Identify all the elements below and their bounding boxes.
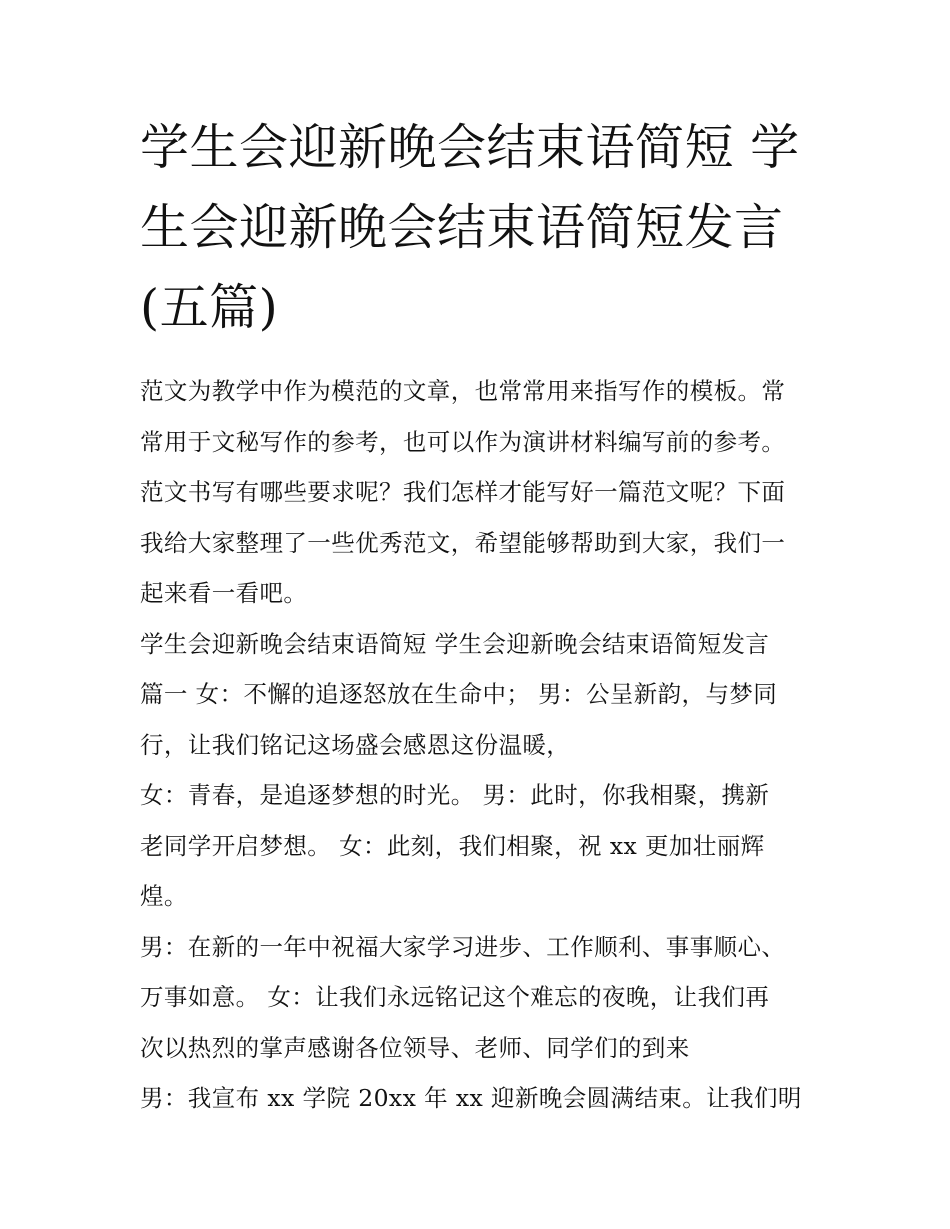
section-paragraph <box>140 770 812 922</box>
text-line: 男：在新的一年中祝福大家学习进步、工作顺利、事事顺心、 <box>140 932 786 961</box>
text-line: 万事如意。 女：让我们永远铭记这个难忘的夜晚，让我们再 <box>140 983 770 1011</box>
text-line: 学生会迎新晚会结束语简短 学生会迎新晚会结束语简短发言 <box>140 629 770 658</box>
text-line: 起来看一看吧。 <box>140 579 308 607</box>
text-line: 男：我宣布 xx 学院 20xx 年 xx 迎新晚会圆满结束。让我们明 <box>140 1084 802 1112</box>
text-line: 次以热烈的掌声感谢各位领导、老师、同学们的到来 <box>140 1033 690 1062</box>
section-paragraph <box>140 619 812 771</box>
title-line: 学生会迎新晚会结束语简短 学 <box>140 119 800 176</box>
text-line: 行，让我们铭记这场盛会感恩这份温暖， <box>140 730 571 759</box>
text-line: 范文书写有哪些要求呢？我们怎样才能写好一篇范文呢？下面 <box>140 478 786 506</box>
text-line: 老同学开启梦想。 女：此刻，我们相聚，祝 xx 更加壮丽辉 <box>140 831 765 860</box>
title-line: 生会迎新晚会结束语简短发言 <box>140 199 784 256</box>
intro-paragraph <box>140 366 812 619</box>
text-line: 篇一 女：不懈的追逐怒放在生命中； 男：公呈新韵，与梦同 <box>140 680 778 708</box>
document-page <box>140 108 812 1124</box>
text-line: 女：青春，是追逐梦想的时光。 男：此时，你我相聚，携新 <box>140 781 770 809</box>
document-title <box>140 108 812 348</box>
section-paragraph <box>140 922 812 1074</box>
title-line: (五篇) <box>140 279 279 336</box>
text-line: 范文为教学中作为模范的文章，也常常用来指写作的模板。常 <box>140 377 786 405</box>
text-line: 煌。 <box>140 882 188 910</box>
section-paragraph <box>140 1073 812 1124</box>
text-line: 我给大家整理了一些优秀范文，希望能够帮助到大家，我们一 <box>140 528 786 557</box>
text-line: 常用于文秘写作的参考，也可以作为演讲材料编写前的参考。 <box>140 427 786 456</box>
